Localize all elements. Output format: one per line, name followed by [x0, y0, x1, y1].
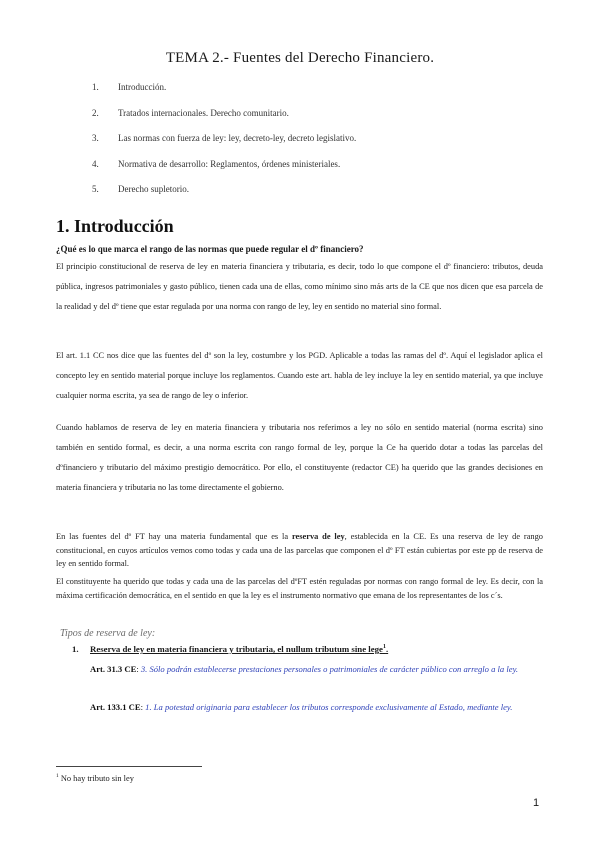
toc-number: 4.	[92, 158, 99, 169]
article-citation	[90, 660, 545, 679]
toc-text: Derecho supletorio.	[118, 184, 189, 194]
table-of-contents	[92, 82, 552, 210]
toc-item	[92, 184, 552, 210]
article-text: 1. La potestad originaria para establecer los tributos corresponde exclusivamente al Estado, mediante ley.	[145, 702, 513, 712]
list-text	[90, 644, 388, 654]
tipos-label: Tipos de reserva de ley:	[60, 628, 156, 639]
toc-number: 1.	[92, 82, 99, 92]
footnote	[56, 773, 134, 783]
list-number: 1.	[72, 644, 79, 654]
page-number: 1	[533, 797, 540, 809]
reserva-de-ley-term: reserva de ley	[291, 532, 345, 541]
toc-text: Tratados internacionales. Derecho comunitario.	[118, 107, 289, 118]
list-text-period: .	[385, 644, 389, 654]
toc-text: Introducción.	[118, 82, 167, 92]
article-separator: :	[140, 702, 146, 712]
toc-item	[92, 108, 552, 134]
paragraph-4-start: En las fuentes del dº FT hay una materia fundamental que es la	[56, 532, 292, 541]
section-question: ¿Qué es lo que marca el rango de las normas que puede regular el dº financiero?	[56, 244, 364, 254]
paragraph-4	[56, 530, 543, 571]
paragraph-4-end: , establecida en la CE. Es una reserva de ley de rango constitucional, en cuyos artículos vemos como todas y cada una de las parcelas que componen el dº FT están cubiertas por este pp de reserva de ley en sentido formal.	[56, 532, 543, 568]
paragraph-5: El constituyente ha querido que todas y cada una de las parcelas del dºFT estén reguladas por normas con rango formal de ley. Es decir, con la máxima certificación democrática, en el sentido en que la ley es el instrumento normativo que emana de los representantes de los c´s.	[56, 577, 543, 600]
paragraph-3: Cuando hablamos de reserva de ley en materia financiera y tributaria nos referimos a ley no sólo en sentido material (norma escrita) sino también en sentido formal, es decir, a una norma escrita con rango formal de ley, porque la Ce ha querido dotar a todas las parcelas del dºfinanciero y tributario del máximo prestigio democrático. Por ello, el constituyente (redactor CE) ha querido que las grandes decisiones en materia financiera y tributaria no las tome directamente el gobierno.	[56, 423, 543, 492]
list-text-main: Reserva de ley en materia financiera y tributaria, el nullum tributum sine lege	[90, 644, 383, 654]
toc-item	[92, 159, 552, 185]
footnote-divider	[56, 766, 202, 767]
paragraph-2: El art. 1.1 CC nos dice que las fuentes del dº son la ley, costumbre y los PGD. Aplicable a todas las ramas del dº. Aquí el legislador aplica el concepto ley en sentido material porque incluye los reglamentos. Cuando este art. habla de ley incluye la ley en sentido material, ya que incluye cualquier norma escrita, ya sea de rango de ley o inferior.	[56, 351, 543, 400]
article-ref: Art. 31.3 CE	[90, 664, 137, 674]
section-heading: 1. Introducción	[56, 216, 174, 236]
article-ref: Art. 133.1 CE	[90, 702, 141, 712]
toc-text: Las normas con fuerza de ley: ley, decreto-ley, decreto legislativo.	[118, 133, 357, 143]
article-text: 3. Sólo podrán establecerse prestaciones personales o patrimoniales de carácter público con arreglo a la ley.	[140, 664, 519, 674]
footnote-number: 1	[56, 773, 59, 779]
toc-text: Normativa de desarrollo: Reglamentos, órdenes ministeriales.	[118, 158, 341, 169]
document-title: TEMA 2.- Fuentes del Derecho Financiero.	[165, 50, 435, 66]
toc-item	[92, 82, 552, 108]
article-separator: :	[136, 664, 141, 674]
footnote-text: No hay tributo sin ley	[58, 773, 134, 783]
paragraph-1: El principio constitucional de reserva de ley en materia financiera y tributaria, es decir, todo lo que compone el dº financiero: tributos, deuda pública, ingresos patrimoniales y gasto público, tienen cada una de ellas, como mínimo sino más arts de la CE que nos dicen que esa parcela de la realidad y del dº tiene que estar regulada por una norma con rango de ley, ley en sentido no material sino formal.	[56, 262, 543, 311]
toc-number: 3.	[92, 133, 99, 143]
toc-number: 5.	[92, 184, 99, 194]
article-citation	[90, 698, 545, 717]
footnote-ref[interactable]: 1	[382, 644, 386, 651]
toc-item	[92, 133, 552, 159]
toc-number: 2.	[92, 107, 99, 118]
